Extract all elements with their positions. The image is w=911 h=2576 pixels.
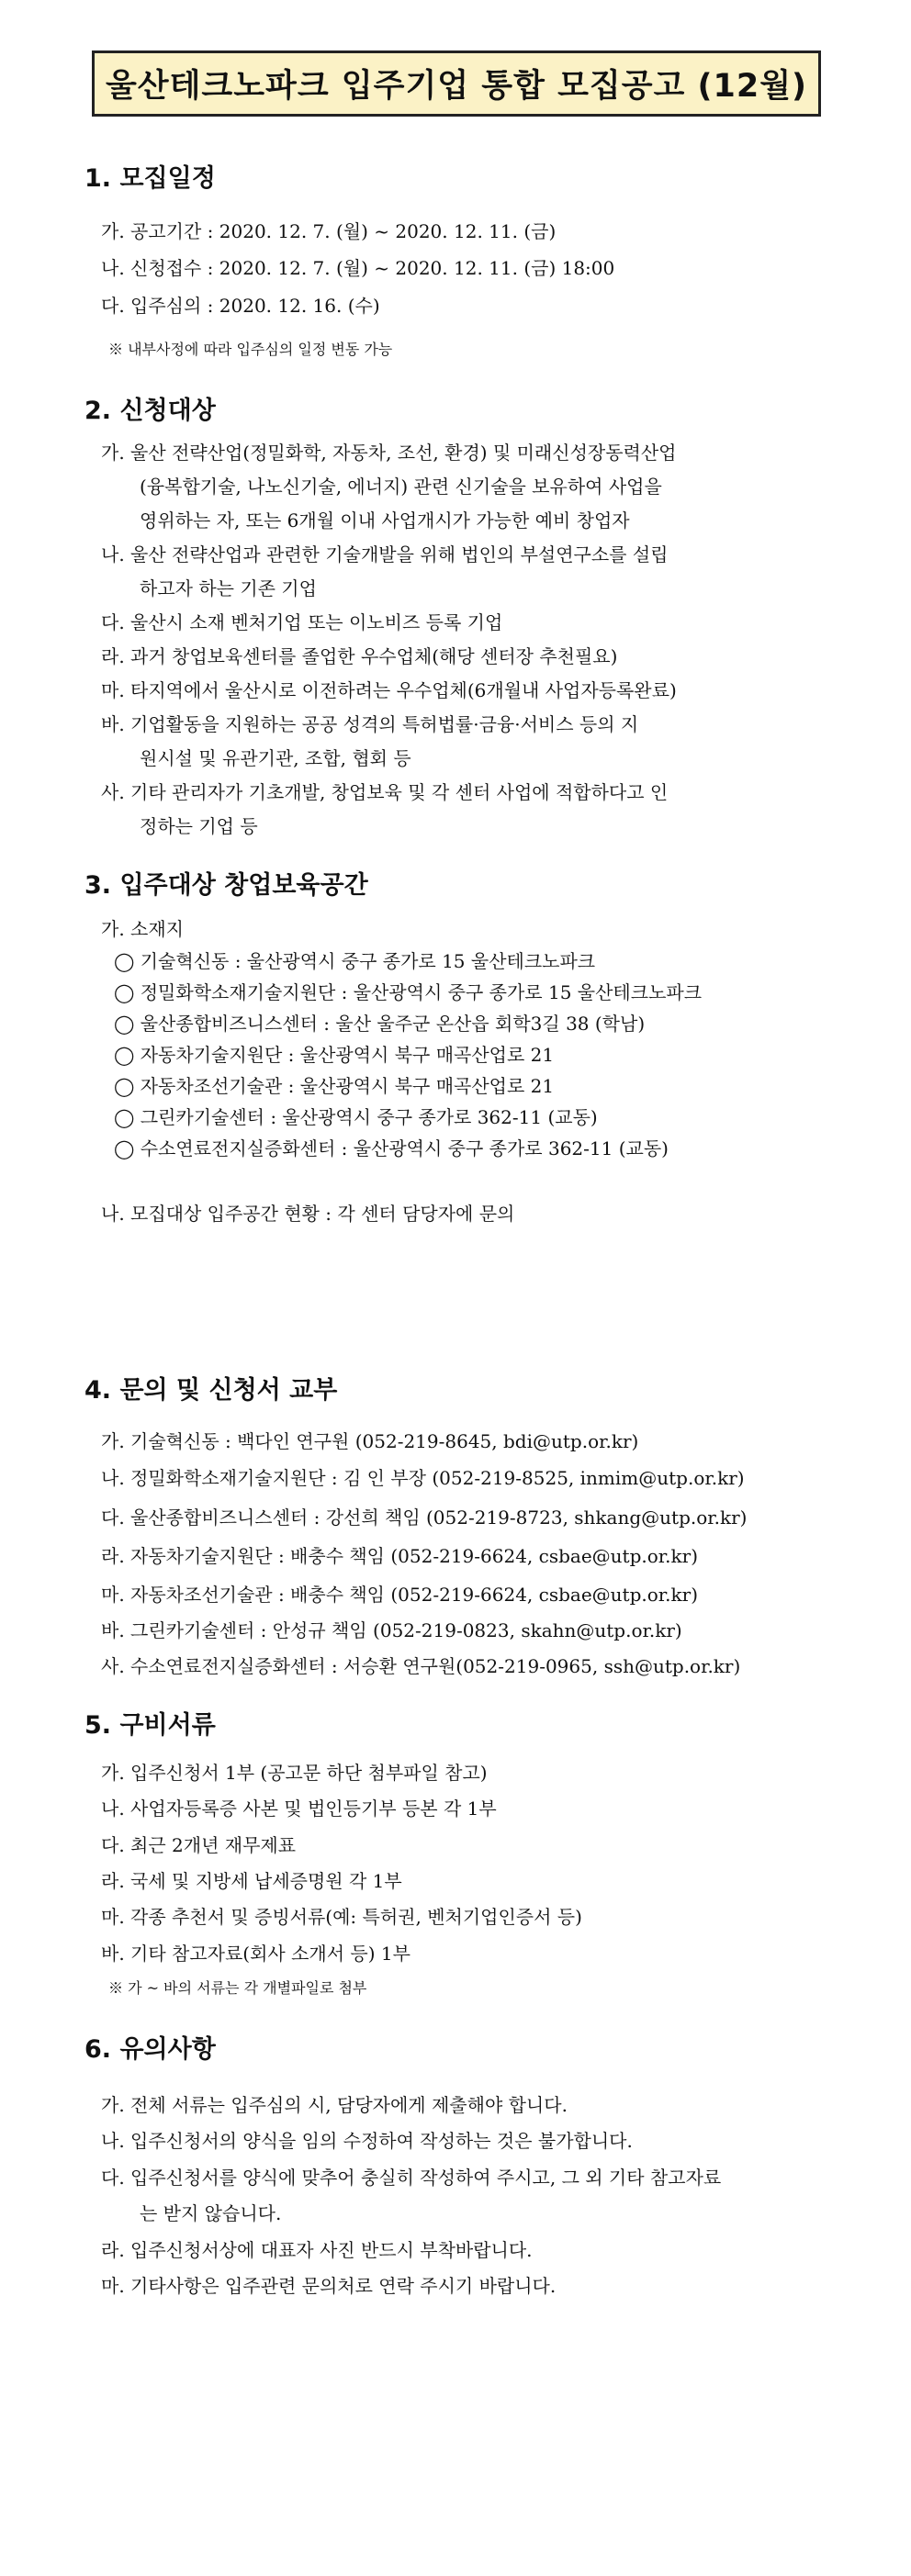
schedule-line: 나. 신청접수 : 2020. 12. 7. (월) ~ 2020. 12. 11. (금) 18:00 [101, 257, 615, 279]
location-item: ◯ 자동차기술지원단 : 울산광역시 북구 매곡산업로 21 [114, 1044, 555, 1066]
contact-line: 다. 울산종합비즈니스센터 : 강선희 책임 (052-219-8723, shkang@utp.or.kr) [101, 1506, 748, 1529]
documents-note: ※ 가 ~ 바의 서류는 각 개별파일로 첨부 [108, 1979, 367, 1997]
document-line: 라. 국세 및 지방세 납세증명원 각 1부 [101, 1870, 402, 1892]
schedule-line: 다. 입주심의 : 2020. 12. 16. (수) [101, 295, 380, 317]
location-item: ◯ 그린카기술센터 : 울산광역시 중구 종가로 362-11 (교동) [114, 1106, 598, 1128]
eligibility-line: 영위하는 자, 또는 6개월 이내 사업개시가 가능한 예비 창업자 [140, 510, 630, 532]
document-line: 바. 기타 참고자료(회사 소개서 등) 1부 [101, 1943, 411, 1965]
caution-line: 나. 입주신청서의 양식을 임의 수정하여 작성하는 것은 불가합니다. [101, 2130, 633, 2152]
section-heading-documents: 5. 구비서류 [84, 1711, 216, 1740]
document-title: 울산테크노파크 입주기업 통합 모집공고 (12월) [105, 68, 808, 105]
eligibility-line: 원시설 및 유관기관, 조합, 협회 등 [140, 747, 411, 769]
caution-line: 마. 기타사항은 입주관련 문의처로 연락 주시기 바랍니다. [101, 2275, 557, 2297]
eligibility-line: 정하는 기업 등 [140, 815, 258, 837]
caution-line: 가. 전체 서류는 입주심의 시, 담당자에게 제출해야 합니다. [101, 2094, 568, 2116]
caution-line: 라. 입주신청서상에 대표자 사진 반드시 부착바랍니다. [101, 2239, 533, 2261]
section-heading-eligibility: 2. 신청대상 [84, 397, 216, 425]
contact-line: 사. 수소연료전지실증화센터 : 서승환 연구원(052-219-0965, ssh@utp.or.kr) [101, 1655, 741, 1677]
spaces-outro: 나. 모집대상 입주공간 현황 : 각 센터 담당자에 문의 [101, 1203, 515, 1225]
contact-line: 바. 그린카기술센터 : 안성규 책임 (052-219-0823, skahn@utp.or.kr) [101, 1619, 682, 1641]
contact-line: 나. 정밀화학소재기술지원단 : 김 인 부장 (052-219-8525, inmim@utp.or.kr) [101, 1467, 745, 1489]
section-heading-schedule: 1. 모집일정 [84, 164, 216, 193]
title-banner [92, 50, 821, 117]
caution-line: 다. 입주신청서를 양식에 맞추어 충실히 작성하여 주시고, 그 외 기타 참고자료 [101, 2167, 722, 2189]
location-item: ◯ 울산종합비즈니스센터 : 울산 울주군 온산읍 회학3길 38 (학남) [114, 1013, 646, 1035]
section-heading-spaces: 3. 입주대상 창업보육공간 [84, 871, 368, 900]
eligibility-line: 마. 타지역에서 울산시로 이전하려는 우수업체(6개월내 사업자등록완료) [101, 679, 677, 701]
eligibility-line: 나. 울산 전략산업과 관련한 기술개발을 위해 법인의 부설연구소를 설립 [101, 543, 669, 566]
location-item: ◯ 자동차조선기술관 : 울산광역시 북구 매곡산업로 21 [114, 1075, 555, 1097]
eligibility-line: (융복합기술, 나노신기술, 에너지) 관련 신기술을 보유하여 사업을 [140, 476, 662, 498]
location-item: ◯ 수소연료전지실증화센터 : 울산광역시 중구 종가로 362-11 (교동) [114, 1137, 669, 1159]
eligibility-line: 라. 과거 창업보육센터를 졸업한 우수업체(해당 센터장 추천필요) [101, 645, 618, 667]
eligibility-line: 가. 울산 전략산업(정밀화학, 자동차, 조선, 환경) 및 미래신성장동력산업 [101, 442, 677, 464]
eligibility-line: 하고자 하는 기존 기업 [140, 577, 317, 599]
section-heading-contacts: 4. 문의 및 신청서 교부 [84, 1376, 338, 1405]
section-heading-notes: 6. 유의사항 [84, 2035, 216, 2064]
document-line: 가. 입주신청서 1부 (공고문 하단 첨부파일 참고) [101, 1762, 488, 1784]
contact-line: 라. 자동차기술지원단 : 배충수 책임 (052-219-6624, csbae@utp.or.kr) [101, 1545, 698, 1567]
caution-line: 는 받지 않습니다. [140, 2202, 282, 2224]
spaces-intro: 가. 소재지 [101, 918, 184, 940]
eligibility-line: 다. 울산시 소재 벤처기업 또는 이노비즈 등록 기업 [101, 611, 503, 633]
schedule-line: 가. 공고기간 : 2020. 12. 7. (월) ~ 2020. 12. 11. (금) [101, 220, 557, 242]
document-line: 마. 각종 추천서 및 증빙서류(예: 특허권, 벤처기업인증서 등) [101, 1906, 582, 1928]
eligibility-line: 바. 기업활동을 지원하는 공공 성격의 특허법률·금융·서비스 등의 지 [101, 713, 639, 735]
schedule-note: ※ 내부사정에 따라 입주심의 일정 변동 가능 [108, 341, 393, 358]
document-line: 다. 최근 2개년 재무제표 [101, 1834, 297, 1856]
contact-line: 가. 기술혁신동 : 백다인 연구원 (052-219-8645, bdi@utp.or.kr) [101, 1430, 639, 1452]
document-line: 나. 사업자등록증 사본 및 법인등기부 등본 각 1부 [101, 1798, 497, 1820]
contact-line: 마. 자동차조선기술관 : 배충수 책임 (052-219-6624, csbae@utp.or.kr) [101, 1584, 698, 1606]
location-item: ◯ 기술혁신동 : 울산광역시 중구 종가로 15 울산테크노파크 [114, 950, 596, 972]
eligibility-line: 사. 기타 관리자가 기초개발, 창업보육 및 각 센터 사업에 적합하다고 인 [101, 781, 669, 803]
location-item: ◯ 정밀화학소재기술지원단 : 울산광역시 중구 종가로 15 울산테크노파크 [114, 981, 703, 1003]
